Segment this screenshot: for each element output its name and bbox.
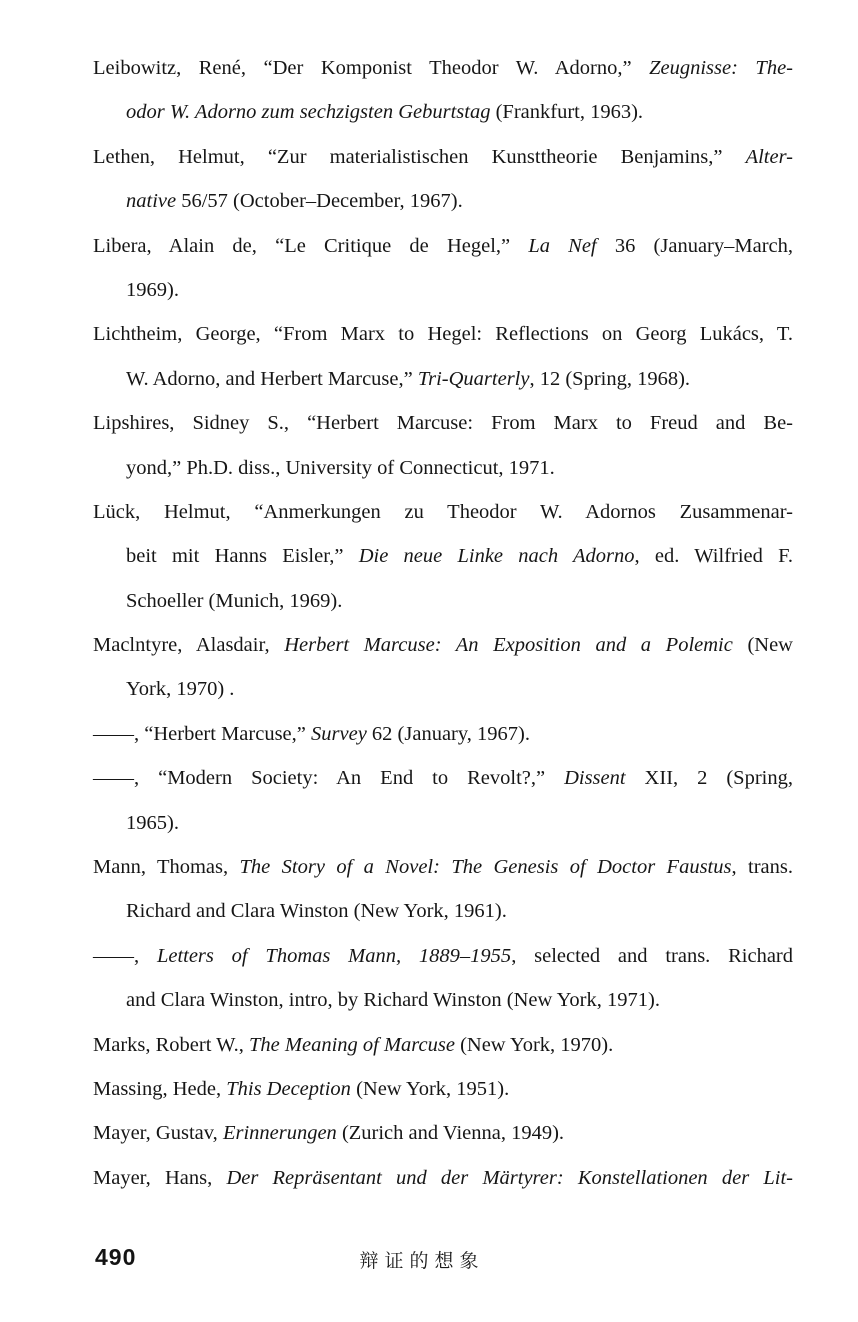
bib-line — [93, 1023, 793, 1067]
roman-text: (Zurich and Vienna, 1949). — [336, 1122, 565, 1145]
bib-line — [93, 801, 793, 845]
roman-text: Lichtheim, George, “From Marx to Hegel: Reflections on Georg Lukács, T. — [93, 323, 793, 346]
roman-text: (Frankfurt, 1963). — [490, 101, 644, 124]
roman-text: XII, 2 (Spring, — [625, 767, 793, 790]
bib-line — [93, 357, 793, 401]
bib-entry — [93, 1156, 793, 1200]
running-title: 辩证的想象 — [359, 1250, 485, 1272]
bib-entry — [93, 401, 793, 490]
italic-text: Alter- — [745, 145, 793, 168]
bib-entry — [93, 934, 793, 1023]
italic-text: La Nef — [528, 234, 597, 257]
roman-text: 56/57 (October–December, 1967). — [176, 190, 463, 213]
roman-text: beit mit Hanns Eisler,” — [126, 545, 359, 568]
bib-line — [93, 179, 793, 223]
roman-text: , selected and trans. Richard — [511, 944, 794, 967]
bib-line — [93, 312, 793, 356]
roman-text: 36 (January–March, — [596, 234, 793, 257]
roman-text: Leibowitz, René, “Der Komponist Theodor W. Adorno,” — [93, 57, 650, 79]
italic-text: This Deception — [226, 1077, 351, 1100]
bib-entry — [93, 1023, 793, 1067]
roman-text: York, 1970) . — [126, 678, 235, 701]
roman-text: , trans. — [731, 856, 793, 879]
bib-entry — [93, 490, 793, 623]
roman-text: Schoeller (Munich, 1969). — [126, 589, 343, 612]
roman-text: W. Adorno, and Herbert Marcuse,” — [126, 367, 418, 390]
italic-text: Survey — [311, 722, 367, 745]
bib-line — [93, 623, 793, 667]
roman-text: 1969). — [126, 278, 179, 301]
bib-line — [93, 712, 793, 756]
roman-text: Richard and Clara Winston (New York, 1961). — [126, 900, 507, 923]
bib-line — [93, 534, 793, 578]
bib-entry — [93, 623, 793, 712]
bib-entry — [93, 46, 793, 135]
italic-text: Dissent — [564, 767, 626, 790]
bib-entry — [93, 224, 793, 313]
roman-text: Marks, Robert W., — [93, 1033, 250, 1056]
bib-line — [93, 756, 793, 800]
bib-line — [93, 490, 793, 534]
roman-text: ——, — [93, 944, 157, 967]
italic-text: Tri-Quarterly — [417, 367, 530, 390]
page-footer — [0, 1238, 858, 1278]
roman-text: , ed. Wilfried F. — [634, 545, 793, 568]
bib-line — [93, 1067, 793, 1111]
roman-text: Lethen, Helmut, “Zur materialistischen Kunsttheorie Benjamins,” — [93, 145, 746, 168]
roman-text: and Clara Winston, intro, by Richard Winston (New York, 1971). — [126, 989, 660, 1012]
roman-text: Libera, Alain de, “Le Critique de Hegel,” — [93, 234, 529, 257]
italic-text: Der Repräsentant und der Märtyrer: Konstellationen der Lit- — [226, 1166, 793, 1189]
roman-text: ——, “Modern Society: An End to Revolt?,” — [93, 767, 565, 790]
bib-line — [93, 90, 793, 134]
italic-text: Letters of Thomas Mann, 1889–1955 — [156, 944, 512, 967]
bibliography — [93, 46, 793, 1200]
bib-line — [93, 446, 793, 490]
bib-line — [93, 934, 793, 978]
roman-text: 62 (January, 1967). — [366, 722, 530, 745]
roman-text: Massing, Hede, — [93, 1077, 227, 1100]
italic-text: Die neue Linke nach Adorno — [358, 545, 635, 568]
bib-line — [93, 224, 793, 268]
bib-line — [93, 46, 793, 90]
bib-line — [93, 845, 793, 889]
roman-text: Lipshires, Sidney S., “Herbert Marcuse: From Marx to Freud and Be- — [93, 412, 793, 435]
roman-text: Lück, Helmut, “Anmerkungen zu Theodor W. Adornos Zusammenar- — [93, 500, 793, 523]
bib-line — [93, 401, 793, 445]
bib-line — [93, 1156, 793, 1200]
bib-entry — [93, 312, 793, 401]
bib-line — [93, 667, 793, 711]
roman-text: , 12 (Spring, 1968). — [529, 367, 691, 390]
bib-entry — [93, 712, 793, 756]
bib-entry — [93, 1067, 793, 1111]
roman-text: (New — [732, 634, 793, 657]
bib-line — [93, 1111, 793, 1155]
roman-text: Mayer, Gustav, — [93, 1122, 223, 1145]
italic-text: odor W. Adorno zum sechzigsten Geburtstag — [126, 101, 491, 124]
bib-line — [93, 579, 793, 623]
bib-line — [93, 889, 793, 933]
bib-entry — [93, 1111, 793, 1155]
bib-line — [93, 978, 793, 1022]
bib-entry — [93, 135, 793, 224]
italic-text: native — [126, 190, 177, 213]
roman-text: Maclntyre, Alasdair, — [93, 634, 285, 657]
roman-text: 1965). — [126, 811, 179, 834]
bib-entry — [93, 756, 793, 845]
bib-entry — [93, 845, 793, 934]
italic-text: The Meaning of Marcuse — [249, 1033, 455, 1056]
roman-text: yond,” Ph.D. diss., University of Connecticut, 1971. — [126, 456, 555, 479]
bib-line — [93, 268, 793, 312]
roman-text: (New York, 1970). — [454, 1033, 614, 1056]
italic-text: Herbert Marcuse: An Exposition and a Polemic — [284, 634, 733, 657]
italic-text: Zeugnisse: The- — [649, 57, 793, 79]
roman-text: Mann, Thomas, — [93, 856, 240, 879]
roman-text: ——, “Herbert Marcuse,” — [93, 722, 312, 745]
roman-text: Mayer, Hans, — [93, 1166, 227, 1189]
page-number: 490 — [95, 1244, 137, 1270]
bib-line — [93, 135, 793, 179]
italic-text: Erinnerungen — [222, 1122, 337, 1145]
roman-text: (New York, 1951). — [350, 1077, 510, 1100]
italic-text: The Story of a Novel: The Genesis of Doctor Faustus — [239, 856, 732, 879]
